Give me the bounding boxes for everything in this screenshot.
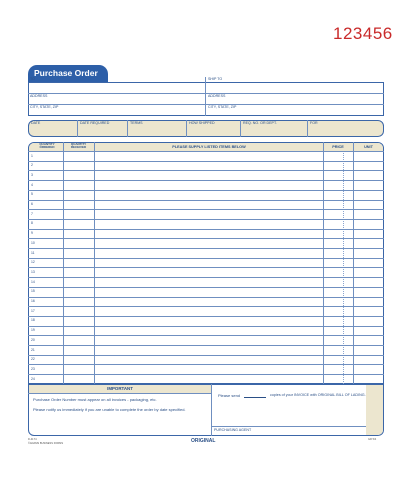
row-number: 2 [31,163,33,168]
address-divider [205,77,206,116]
form-number: 123456 [333,24,393,43]
row-number: 13 [31,269,35,274]
address-row-line [28,104,384,105]
row-number: 10 [31,240,35,245]
table-row [28,200,384,201]
address-box [28,82,384,116]
col-divider [94,142,95,384]
details-divider [127,120,128,137]
row-number: 1 [31,153,33,158]
for-label: FOR [310,121,318,125]
header-divider [28,151,384,152]
date-required-label: DATE REQUIRED [80,121,110,125]
table-row [28,238,384,239]
important-line-1: Purchase Order Number must appear on all invoices - packaging, etc. [33,397,157,402]
unit-header: UNIT [364,145,373,149]
row-number: 17 [31,308,35,313]
please-send-label: Please send [218,393,241,398]
row-number: 9 [31,231,33,236]
col-divider [353,142,354,384]
row-number: 16 [31,299,35,303]
details-divider [77,120,78,137]
ship-city-state-zip-label: CITY, STATE, ZIP [208,105,237,109]
row-number: 19 [31,328,35,333]
purchasing-agent-label: PURCHASING AGENT [214,428,252,432]
table-row [28,161,384,162]
how-shipped-label: HOW SHIPPED [189,121,215,125]
terms-label: TERMS [130,121,143,125]
original-label: ORIGINAL [191,438,216,444]
table-row [28,306,384,307]
copies-text: copies of your INVOICE with ORIGINAL BILL OF LADING. [270,393,366,397]
row-number: 11 [31,250,35,255]
table-row [28,229,384,230]
table-row [28,180,384,181]
row-number: 22 [31,357,35,362]
items-table [28,142,384,384]
row-number: 8 [31,221,33,226]
agent-shaded-area [366,385,383,435]
qty-ordered-header: QUANTITY ORDERED [39,142,55,150]
table-row [28,219,384,220]
address-label: ADDRESS [30,94,48,98]
table-row [28,277,384,278]
ship-address-label: ADDRESS [208,94,226,98]
footer-divider [211,384,212,436]
table-row [28,345,384,346]
row-number: 5 [31,192,33,197]
table-row [28,267,384,268]
copies-blank[interactable] [244,397,266,398]
row-number: 7 [31,211,33,216]
table-row [28,258,384,259]
qty-received-header: QUANTITY RECEIVED [70,142,87,150]
details-divider [186,120,187,137]
details-divider [240,120,241,137]
row-number: 12 [31,260,35,265]
row-number: 18 [31,318,35,323]
col-divider [63,142,64,384]
row-number: 6 [31,202,33,206]
important-line-2: Please notify us immediately if you are unable to complete the order by date specified. [33,407,186,412]
row-number: 3 [31,172,33,177]
description-header: PLEASE SUPPLY LISTED ITEMS BELOW [172,145,246,149]
req-no-label: REQ. NO. OR DEPT. [243,121,277,125]
form-code: D-4174 [28,438,37,441]
table-row [28,297,384,298]
city-state-zip-label: CITY, STATE, ZIP [30,105,59,109]
row-number: 21 [31,347,35,352]
price-header: PRICE [332,145,344,149]
print-code: GR 5/4 [368,438,377,441]
important-divider [28,393,211,394]
table-row [28,374,384,375]
important-title: IMPORTANT [107,386,133,391]
table-row [28,316,384,317]
agent-signature-line [211,426,366,427]
table-row [28,170,384,171]
col-divider [323,142,324,384]
table-row [28,326,384,327]
row-number: 14 [31,279,35,284]
table-row [28,209,384,210]
form-title: Purchase Order [28,65,108,82]
row-number: 23 [31,366,35,371]
row-number: 24 [31,376,35,381]
row-number: 15 [31,289,35,294]
to-label: TO [30,77,35,81]
details-divider [307,120,308,137]
table-row [28,248,384,249]
table-row [28,335,384,336]
table-row [28,287,384,288]
table-row [28,355,384,356]
table-row [28,190,384,191]
table-row [28,364,384,365]
publisher-code: ©ADAMS BUSINESS FORMS [28,442,64,445]
address-row-line [28,93,384,94]
date-label: DATE [31,121,41,125]
row-number: 4 [31,182,33,187]
row-number: 20 [31,337,35,342]
ship-to-label: SHIP TO [208,77,223,81]
